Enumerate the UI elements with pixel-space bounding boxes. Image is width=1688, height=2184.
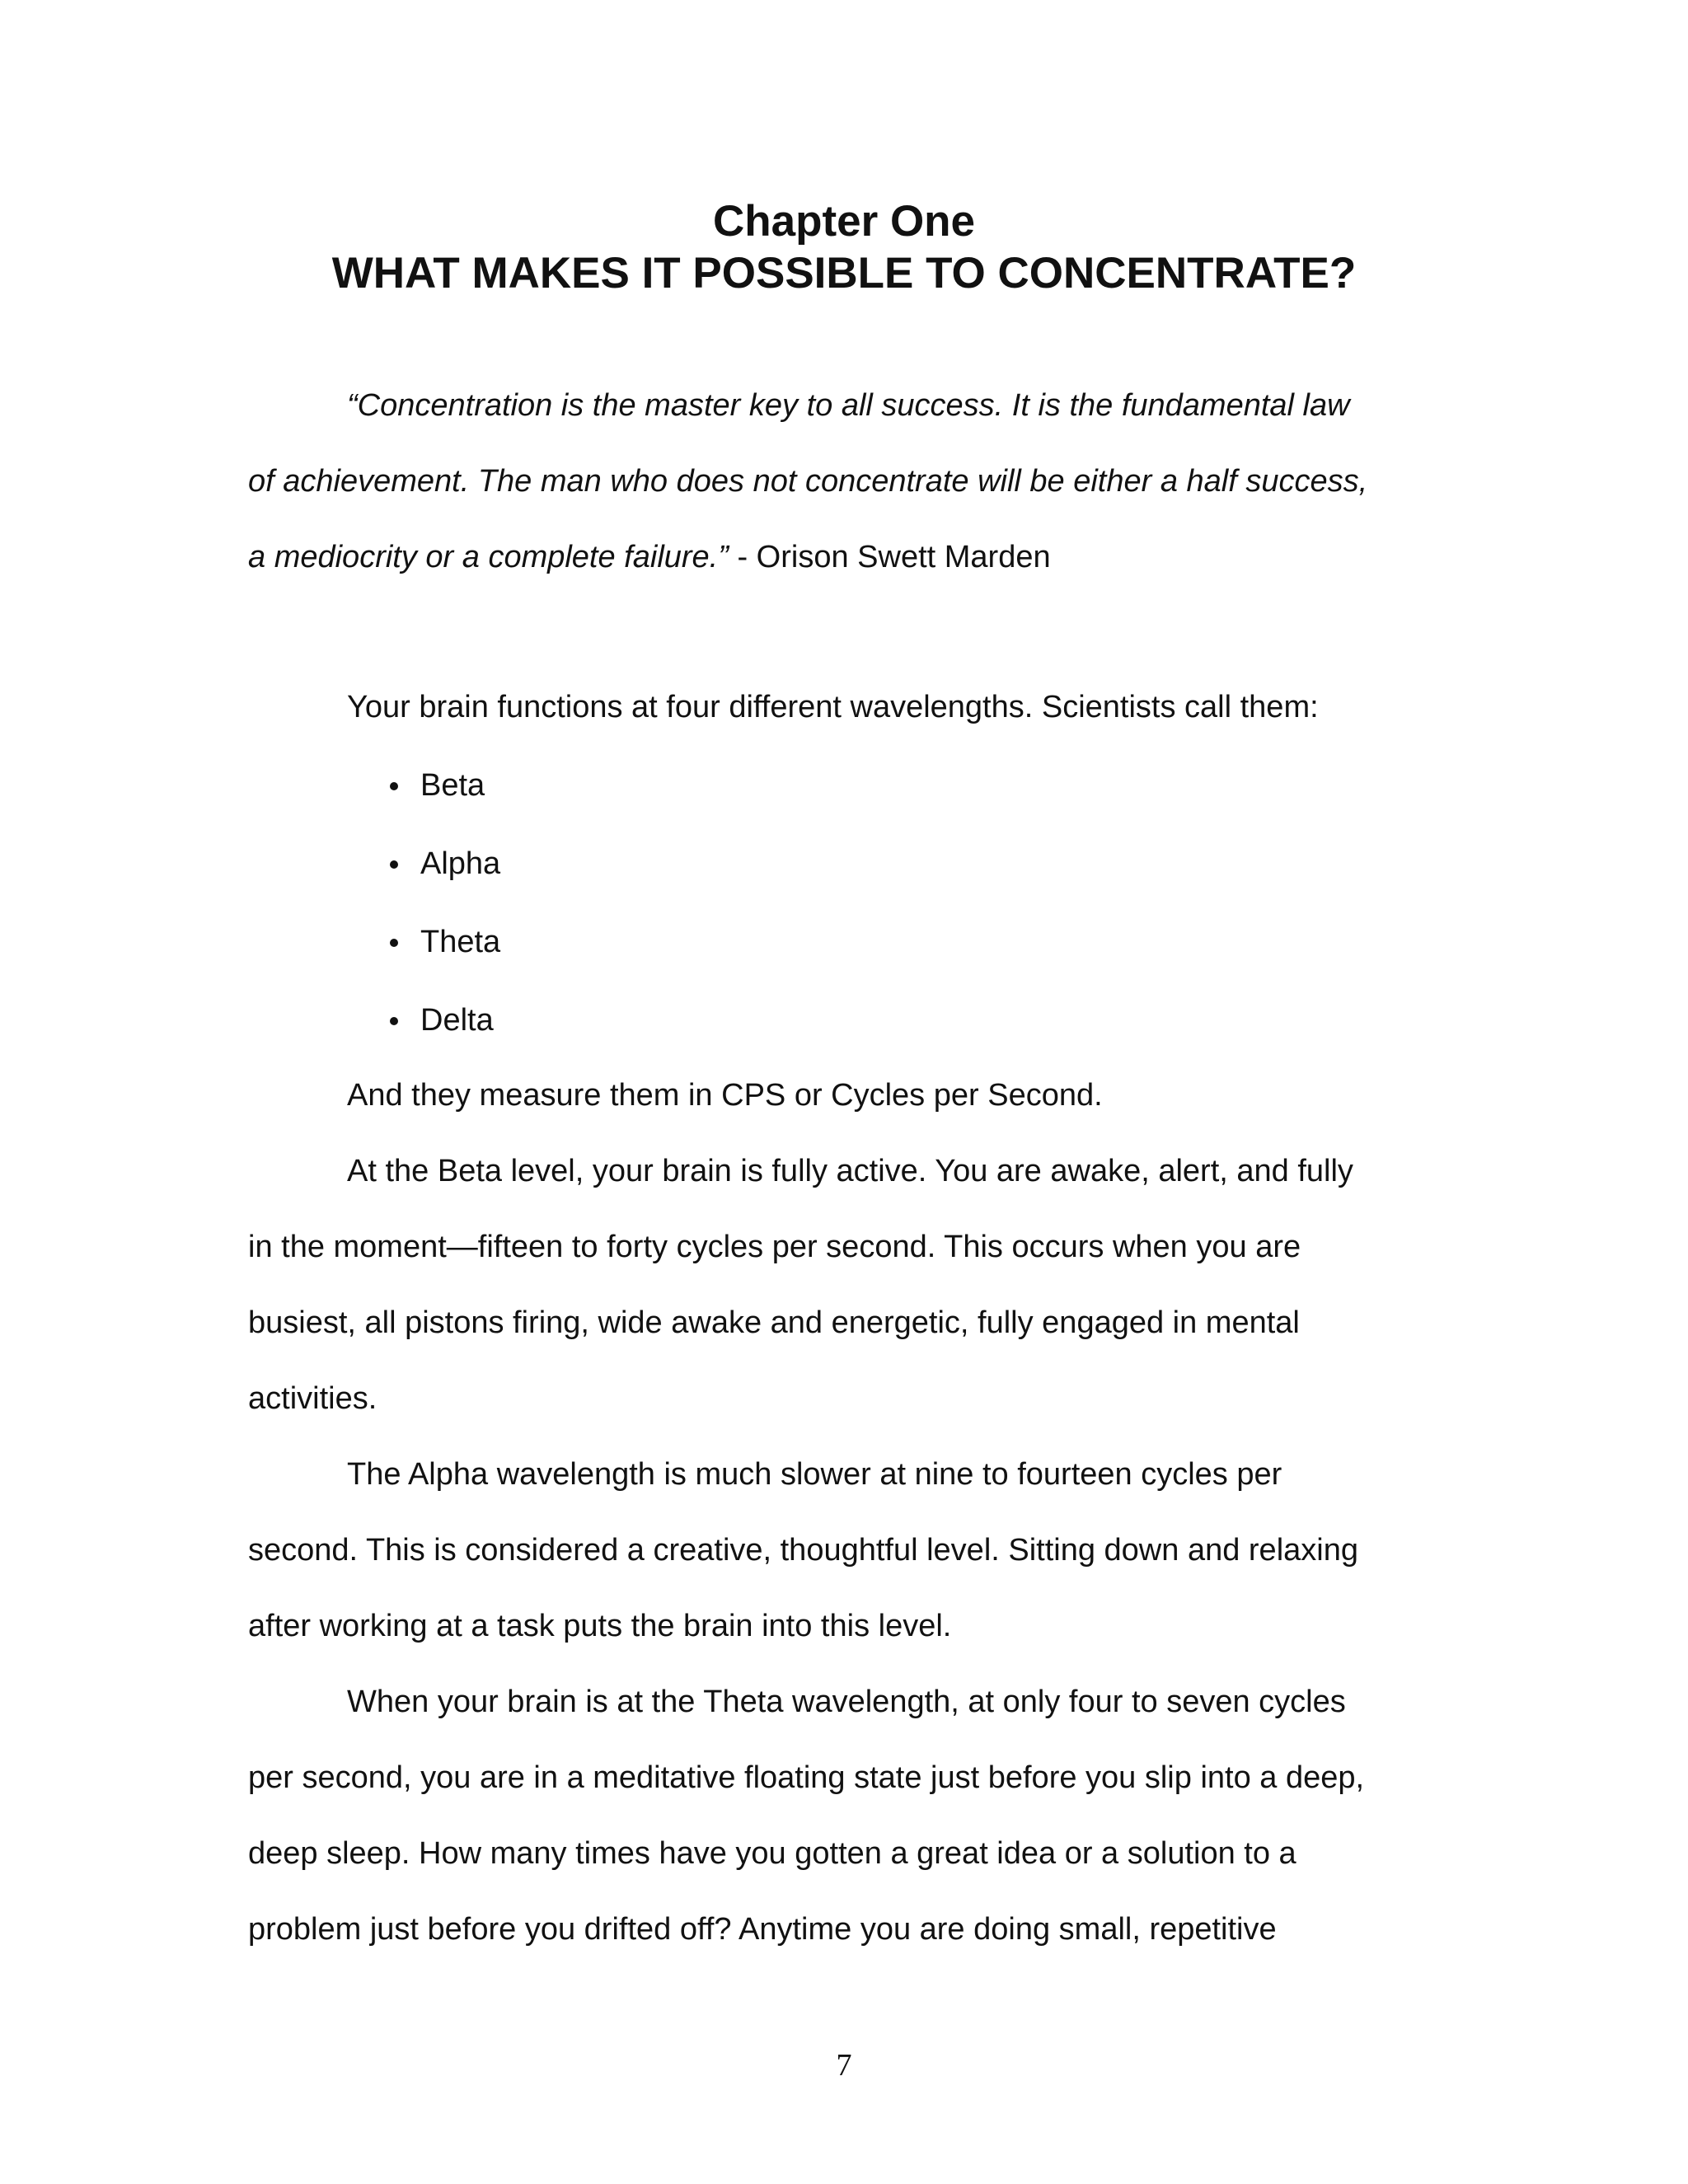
list-item	[420, 923, 500, 961]
bullet-icon	[390, 782, 398, 790]
list-item-label: Theta	[420, 925, 501, 959]
bullet-icon	[390, 1017, 398, 1025]
list-item-label: Delta	[420, 1003, 494, 1038]
paragraph-line: second. This is considered a creative, thoughtful level. Sitting down and relaxing	[248, 1533, 1358, 1568]
chapter-number: Chapter One	[712, 197, 976, 246]
measure-line: And they measure them in CPS or Cycles per Second.	[347, 1078, 1103, 1113]
intro-line: Your brain functions at four different wavelengths. Scientists call them:	[347, 690, 1319, 724]
list-item	[420, 845, 500, 883]
list-item	[420, 1001, 494, 1039]
paragraph-line: problem just before you drifted off? Anytime you are doing small, repetitive	[248, 1912, 1277, 1947]
paragraph-line: in the moment—fifteen to forty cycles per second. This occurs when you are	[248, 1230, 1301, 1264]
paragraph-line: deep sleep. How many times have you gotten a great idea or a solution to a	[248, 1836, 1296, 1871]
paragraph-line: busiest, all pistons firing, wide awake and energetic, fully engaged in mental	[248, 1305, 1300, 1340]
paragraph-line: The Alpha wavelength is much slower at nine to fourteen cycles per	[347, 1457, 1282, 1492]
quote-line: a mediocrity or a complete failure.”	[248, 540, 729, 574]
list-item-label: Beta	[420, 768, 485, 803]
bullet-icon	[390, 939, 398, 947]
page-number: 7	[836, 2048, 852, 2083]
list-item-label: Alpha	[420, 846, 501, 881]
quote-attribution: - Orison Swett Marden	[728, 540, 1051, 574]
paragraph-line: per second, you are in a meditative floating state just before you slip into a deep,	[248, 1760, 1365, 1795]
chapter-title: WHAT MAKES IT POSSIBLE TO CONCENTRATE?	[331, 249, 1357, 298]
paragraph-line: When your brain is at the Theta wavelength, at only four to seven cycles	[347, 1685, 1346, 1719]
quote-line: of achievement. The man who does not concentrate will be either a half success,	[248, 464, 1368, 499]
paragraph-line: At the Beta level, your brain is fully active. You are awake, alert, and fully	[347, 1154, 1353, 1188]
list-item	[420, 766, 485, 804]
quote-line: “Concentration is the master key to all success. It is the fundamental law	[347, 388, 1350, 423]
bullet-icon	[390, 860, 398, 869]
paragraph-line: activities.	[248, 1381, 377, 1416]
quote-last-line	[248, 538, 1051, 576]
paragraph-line: after working at a task puts the brain into this level.	[248, 1609, 952, 1643]
